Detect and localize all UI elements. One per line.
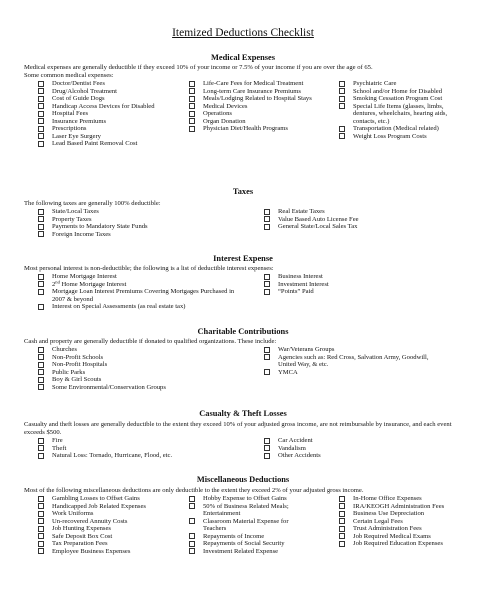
intro-misc bbox=[24, 487, 474, 495]
heading-charitable: Charitable Contributions bbox=[197, 327, 289, 336]
checklist-item-label: Transportation (Medical related) bbox=[353, 125, 439, 133]
intro-medical-line-2: Some common medical expenses: bbox=[24, 71, 114, 79]
checklist-item-label: Gambling Losses to Offset Gains bbox=[52, 495, 140, 502]
checklist-item-label: Certain Legal Fees bbox=[353, 517, 403, 525]
checkbox[interactable] bbox=[339, 503, 345, 509]
checklist-item bbox=[38, 281, 238, 289]
checkbox[interactable] bbox=[339, 96, 345, 102]
checklist-item-label: Churches bbox=[52, 346, 77, 353]
checklist-item-label: Boy & Girl Scouts bbox=[52, 376, 102, 384]
checklist-item-label: In-Home Office Expenses bbox=[353, 495, 422, 502]
checkbox[interactable] bbox=[339, 511, 345, 517]
checkbox[interactable] bbox=[339, 533, 345, 539]
checklist-item-label: Special Life Items (glasses, limbs, dentures, wheelchairs, hearing aids, contacts, etc.) bbox=[353, 102, 448, 125]
intro-medical-line-1: Medical expenses are generally deductible if they exceed 10% of your income or 7.5% of your income if you are over the age of 65. bbox=[24, 64, 373, 71]
checkbox[interactable] bbox=[339, 526, 345, 532]
checklist-item-label: Vandalism bbox=[278, 444, 306, 452]
checklist-item-label: Some Environmental/Conservation Groups bbox=[52, 383, 166, 391]
checkbox[interactable] bbox=[38, 369, 44, 375]
checkbox[interactable] bbox=[339, 88, 345, 94]
medical-col1 bbox=[38, 80, 172, 148]
checklist-item-label: Business Use Depreciation bbox=[353, 510, 425, 518]
checklist-item bbox=[38, 361, 238, 369]
checklist-item-label: Home Mortgage Interest bbox=[52, 273, 117, 280]
checklist-item bbox=[38, 346, 238, 354]
checkbox[interactable] bbox=[38, 503, 44, 509]
checklist-item-label: Foreign Income Taxes bbox=[52, 230, 111, 238]
checklist-item bbox=[38, 231, 238, 239]
checklist-item-label: School and/or Home for Disabled bbox=[353, 87, 442, 95]
checklist-item bbox=[38, 303, 238, 311]
checklist-item bbox=[38, 88, 172, 96]
charitable-col2 bbox=[264, 346, 444, 376]
checklist-item-label: Car Accident bbox=[278, 437, 313, 444]
charitable-col1 bbox=[38, 346, 238, 391]
checkbox[interactable] bbox=[38, 141, 44, 147]
checklist-item bbox=[264, 273, 464, 281]
checklist-item-label: Interest on Special Assessments (as real estate tax) bbox=[52, 303, 186, 311]
checklist-item bbox=[189, 125, 317, 133]
checkbox[interactable] bbox=[339, 81, 345, 87]
checklist-item-label: Lead Based Paint Removal Cost bbox=[52, 140, 138, 148]
checkbox[interactable] bbox=[38, 96, 44, 102]
taxes-col1 bbox=[38, 208, 238, 238]
checkbox[interactable] bbox=[38, 133, 44, 139]
checkbox[interactable] bbox=[38, 377, 44, 383]
checklist-item bbox=[38, 525, 156, 533]
checklist-item-label: War/Veterans Groups bbox=[278, 346, 335, 353]
checklist-item bbox=[38, 223, 238, 231]
checkbox[interactable] bbox=[189, 503, 195, 509]
checklist-item-label: State/Local Taxes bbox=[52, 208, 99, 215]
checklist-item-label: Job Required Medical Exams bbox=[353, 532, 431, 540]
checklist-item bbox=[264, 216, 464, 224]
checklist-item-label: Public Parks bbox=[52, 368, 86, 376]
taxes-col2 bbox=[264, 208, 464, 231]
checkbox[interactable] bbox=[38, 224, 44, 230]
checklist-item-label: Agencies such as: Red Cross, Salvation Army, Goodwill, United Way, & etc. bbox=[278, 353, 429, 369]
checklist-item bbox=[38, 495, 156, 503]
checkbox[interactable] bbox=[264, 354, 270, 360]
checklist-item bbox=[38, 376, 238, 384]
checklist-item-label: Job Hunting Expenses bbox=[52, 525, 111, 533]
checkbox[interactable] bbox=[339, 518, 345, 524]
checklist-item-label: Job Required Education Expenses bbox=[353, 540, 443, 548]
checkbox[interactable] bbox=[264, 281, 270, 287]
checkbox[interactable] bbox=[38, 111, 44, 117]
checklist-item bbox=[339, 125, 449, 133]
checklist-item bbox=[189, 118, 317, 126]
checkbox[interactable] bbox=[189, 111, 195, 117]
checkbox[interactable] bbox=[38, 118, 44, 124]
checklist-item bbox=[38, 452, 238, 460]
checklist-item-label: Psychiatric Care bbox=[353, 80, 397, 87]
checklist-item-label: Operations bbox=[203, 110, 232, 118]
checklist-item bbox=[38, 125, 172, 133]
checkbox[interactable] bbox=[339, 541, 345, 547]
checklist-item bbox=[38, 503, 156, 511]
intro-interest bbox=[24, 265, 474, 273]
checklist-item-label: Safe Deposit Box Cost bbox=[52, 532, 113, 540]
checklist-item bbox=[189, 110, 317, 118]
checklist-item bbox=[339, 88, 449, 96]
checklist-item-label: Investment Interest bbox=[278, 280, 329, 288]
checklist-item bbox=[38, 518, 156, 526]
checklist-item-label: Theft bbox=[52, 444, 67, 452]
checkbox[interactable] bbox=[189, 518, 195, 524]
checklist-item bbox=[264, 288, 464, 296]
checklist-item bbox=[264, 354, 444, 369]
checklist-item bbox=[38, 354, 238, 362]
checklist-item-label: Hobby Expense to Offset Gains bbox=[203, 495, 287, 502]
checklist-item bbox=[189, 88, 317, 96]
checkbox[interactable] bbox=[38, 438, 44, 444]
checklist-item bbox=[38, 133, 172, 141]
checklist-item-label: Real Estate Taxes bbox=[278, 208, 325, 215]
checklist-item bbox=[339, 510, 449, 518]
checklist-item-label: Medical Devices bbox=[203, 102, 248, 110]
checklist-item bbox=[38, 384, 238, 392]
checkbox[interactable] bbox=[189, 96, 195, 102]
checklist-item-label: Handicapped Job Related Expenses bbox=[52, 502, 146, 510]
checklist-item bbox=[264, 452, 464, 460]
checklist-item bbox=[38, 510, 156, 518]
intro-taxes bbox=[24, 200, 474, 208]
checklist-item bbox=[38, 273, 238, 281]
checklist-item-label: Insurance Premiums bbox=[52, 117, 107, 125]
checklist-item bbox=[339, 95, 449, 103]
checklist-item bbox=[38, 208, 238, 216]
checkbox[interactable] bbox=[38, 533, 44, 539]
checklist-item-label: Fire bbox=[52, 437, 63, 444]
checklist-item-label: IRA/KEOGH Administration Fees bbox=[353, 502, 445, 510]
checklist-item bbox=[264, 281, 464, 289]
checklist-item-label: Physician Diet/Health Programs bbox=[203, 125, 288, 133]
checklist-item bbox=[264, 369, 444, 377]
checkbox[interactable] bbox=[189, 548, 195, 554]
checkbox[interactable] bbox=[38, 304, 44, 310]
checkbox[interactable] bbox=[189, 126, 195, 132]
checkbox[interactable] bbox=[38, 347, 44, 353]
checkbox[interactable] bbox=[264, 216, 270, 222]
checklist-item bbox=[38, 437, 238, 445]
checklist-item bbox=[38, 103, 172, 111]
checklist-item-label: Tax Preparation Fees bbox=[52, 540, 108, 548]
checklist-item-label: Doctor/Dentist Fees bbox=[52, 80, 105, 87]
checkbox[interactable] bbox=[264, 453, 270, 459]
heading-misc: Miscellaneous Deductions bbox=[196, 475, 290, 484]
checklist-item bbox=[189, 495, 301, 503]
checkbox[interactable] bbox=[189, 88, 195, 94]
checkbox[interactable] bbox=[264, 445, 270, 451]
checkbox[interactable] bbox=[264, 369, 270, 375]
checklist-item-label: Long-term Care Insurance Premiums bbox=[203, 87, 301, 95]
checklist-item-label: Life-Care Fees for Medical Treatment bbox=[203, 80, 304, 87]
checklist-item-label: Natural Loss: Tornado, Hurricane, Flood, etc. bbox=[52, 452, 173, 460]
checklist-item-label: Meals/Lodging Related to Hospital Stays bbox=[203, 95, 312, 103]
intro-casualty bbox=[24, 421, 474, 436]
checkbox[interactable] bbox=[264, 289, 270, 295]
misc-col3 bbox=[339, 495, 449, 548]
checklist-item-label: Weight Loss Program Costs bbox=[353, 132, 427, 140]
checklist-item bbox=[189, 80, 317, 88]
checklist-item-label: Mortgage Loan Interest Premiums Covering Mortgages Purchased in 2007 & beyond bbox=[52, 288, 235, 303]
checkbox[interactable] bbox=[38, 281, 44, 287]
checkbox[interactable] bbox=[38, 496, 44, 502]
checklist-item-label: Non-Profit Schools bbox=[52, 353, 104, 361]
checklist-item-label: Smoking Cessation Program Cost bbox=[353, 95, 443, 103]
checklist-item bbox=[38, 288, 238, 303]
checklist-item-label: Handicap Access Devices for Disabled bbox=[52, 102, 155, 110]
checklist-item-label: Laser Eye Surgery bbox=[52, 132, 101, 140]
checkbox[interactable] bbox=[38, 88, 44, 94]
intro-misc-line-1: Most of the following miscellaneous deductions are only deductible to the extent they exceed 2% of your adjusted gross income. bbox=[24, 487, 364, 494]
checkbox[interactable] bbox=[38, 362, 44, 368]
checkbox[interactable] bbox=[264, 224, 270, 230]
checkbox[interactable] bbox=[264, 209, 270, 215]
page-title: Itemized Deductions Checklist bbox=[172, 27, 314, 39]
misc-col2 bbox=[189, 495, 301, 555]
checkbox[interactable] bbox=[38, 81, 44, 87]
checklist-item bbox=[339, 133, 449, 141]
checklist-item-label: 50% of Business Related Meals; Entertainment bbox=[203, 502, 289, 518]
checkbox[interactable] bbox=[38, 445, 44, 451]
checklist-item bbox=[339, 80, 449, 88]
checklist-item-label: Trust Administration Fees bbox=[353, 525, 422, 533]
heading-interest: Interest Expense bbox=[213, 254, 273, 263]
checkbox[interactable] bbox=[189, 103, 195, 109]
checkbox[interactable] bbox=[189, 541, 195, 547]
checklist-item bbox=[189, 503, 301, 518]
interest-col1 bbox=[38, 273, 238, 311]
checklist-item-label: Value Based Auto License Fee bbox=[278, 215, 359, 223]
interest-col2 bbox=[264, 273, 464, 296]
checklist-item bbox=[38, 216, 238, 224]
checklist-item-label: Drug/Alcohol Treatment bbox=[52, 87, 118, 95]
checklist-item bbox=[189, 548, 301, 556]
checklist-item-label: Un-recovered Annuity Costs bbox=[52, 517, 128, 525]
checkbox[interactable] bbox=[38, 274, 44, 280]
checklist-item bbox=[38, 118, 172, 126]
intro-taxes-line-1: The following taxes are generally 100% deductible: bbox=[24, 200, 161, 207]
checkbox[interactable] bbox=[189, 118, 195, 124]
checklist-item bbox=[339, 525, 449, 533]
heading-taxes: Taxes bbox=[232, 187, 254, 196]
checklist-item-label: Repayments of Social Security bbox=[203, 540, 285, 548]
checklist-item bbox=[189, 103, 317, 111]
checkbox[interactable] bbox=[38, 453, 44, 459]
checklist-item-label: Investment Related Expense bbox=[203, 547, 279, 555]
intro-interest-line-1: Most personal interest is non-deductible; the following is a list of deductible interest expenses: bbox=[24, 265, 274, 272]
checkbox[interactable] bbox=[264, 347, 270, 353]
checkbox[interactable] bbox=[189, 496, 195, 502]
intro-charitable-line-1: Cash and property are generally deductible if donated to qualified organizations. These include: bbox=[24, 338, 277, 345]
checklist-item-label: Organ Donation bbox=[203, 117, 246, 125]
checklist-item bbox=[339, 540, 449, 548]
checkbox[interactable] bbox=[38, 289, 44, 295]
checkbox[interactable] bbox=[189, 533, 195, 539]
checklist-item bbox=[339, 103, 449, 126]
checklist-item bbox=[38, 445, 238, 453]
checklist-item bbox=[38, 80, 172, 88]
checklist-item bbox=[339, 503, 449, 511]
checklist-item-label: Work Uniforms bbox=[52, 510, 94, 518]
checklist-item-label: Prescriptions bbox=[52, 125, 87, 133]
checkbox[interactable] bbox=[264, 274, 270, 280]
intro-casualty-text: Casualty and theft losses are generally deductible to the extent they exceed 10% of your adjusted gross income, are not reimbursable by insurance, and each event exceeds $500. bbox=[24, 421, 452, 436]
checklist-item bbox=[38, 369, 238, 377]
checklist-item bbox=[189, 540, 301, 548]
intro-charitable bbox=[24, 338, 474, 346]
checklist-item bbox=[38, 533, 156, 541]
checklist-item bbox=[189, 533, 301, 541]
checklist-item bbox=[38, 548, 156, 556]
checklist-item-label: Non-Profit Hospitals bbox=[52, 361, 108, 369]
checklist-item-label: 2nd Home Mortgage Interest bbox=[52, 279, 127, 288]
checklist-item-label: General State/Local Sales Tax bbox=[278, 223, 358, 231]
checkbox[interactable] bbox=[339, 103, 345, 109]
checklist-item bbox=[264, 346, 444, 354]
checkbox[interactable] bbox=[38, 209, 44, 215]
checkbox[interactable] bbox=[339, 126, 345, 132]
checkbox[interactable] bbox=[264, 438, 270, 444]
checkbox[interactable] bbox=[339, 133, 345, 139]
heading-medical: Medical Expenses bbox=[211, 53, 275, 62]
checklist-item-label: Employee Business Expenses bbox=[52, 547, 131, 555]
checklist-item-label: Business Interest bbox=[278, 273, 323, 280]
checklist-item bbox=[264, 445, 464, 453]
checklist-item-label: Hospital Fees bbox=[52, 110, 89, 118]
checkbox[interactable] bbox=[38, 541, 44, 547]
checklist-item-label: Cost of Guide Dogs bbox=[52, 95, 105, 103]
checklist-item bbox=[339, 518, 449, 526]
checklist-item bbox=[38, 110, 172, 118]
heading-casualty: Casualty & Theft Losses bbox=[199, 409, 287, 418]
checkbox[interactable] bbox=[38, 548, 44, 554]
checklist-item-label: Payments to Mandatory State Funds bbox=[52, 223, 148, 231]
checkbox[interactable] bbox=[38, 216, 44, 222]
checkbox[interactable] bbox=[339, 496, 345, 502]
intro-medical bbox=[24, 64, 474, 79]
medical-col2 bbox=[189, 80, 317, 133]
checklist-item bbox=[339, 533, 449, 541]
checkbox[interactable] bbox=[189, 81, 195, 87]
checklist-item bbox=[189, 95, 317, 103]
checklist-item-label: Repayments of Income bbox=[203, 532, 265, 540]
checkbox[interactable] bbox=[38, 384, 44, 390]
checklist-item-label: Classroom Material Expense for Teachers bbox=[203, 517, 289, 533]
checklist-item bbox=[38, 140, 172, 148]
checkbox[interactable] bbox=[38, 103, 44, 109]
checklist-item bbox=[38, 540, 156, 548]
checklist-item bbox=[38, 95, 172, 103]
checkbox[interactable] bbox=[38, 354, 44, 360]
checkbox[interactable] bbox=[38, 126, 44, 132]
casualty-col1 bbox=[38, 437, 238, 460]
misc-col1 bbox=[38, 495, 156, 555]
medical-col3 bbox=[339, 80, 449, 140]
checklist-item-label: YMCA bbox=[278, 368, 298, 376]
checkbox[interactable] bbox=[38, 518, 44, 524]
checkbox[interactable] bbox=[38, 526, 44, 532]
checklist-item bbox=[339, 495, 449, 503]
checkbox[interactable] bbox=[38, 511, 44, 517]
checklist-item bbox=[264, 223, 464, 231]
checklist-item-label: “Points” Paid bbox=[278, 288, 314, 296]
checklist-item bbox=[264, 208, 464, 216]
casualty-col2 bbox=[264, 437, 464, 460]
checklist-item-label: Other Accidents bbox=[278, 452, 321, 460]
checklist-item-label: Property Taxes bbox=[52, 215, 92, 223]
checkbox[interactable] bbox=[38, 231, 44, 237]
checklist-item bbox=[264, 437, 464, 445]
checklist-item bbox=[189, 518, 301, 533]
